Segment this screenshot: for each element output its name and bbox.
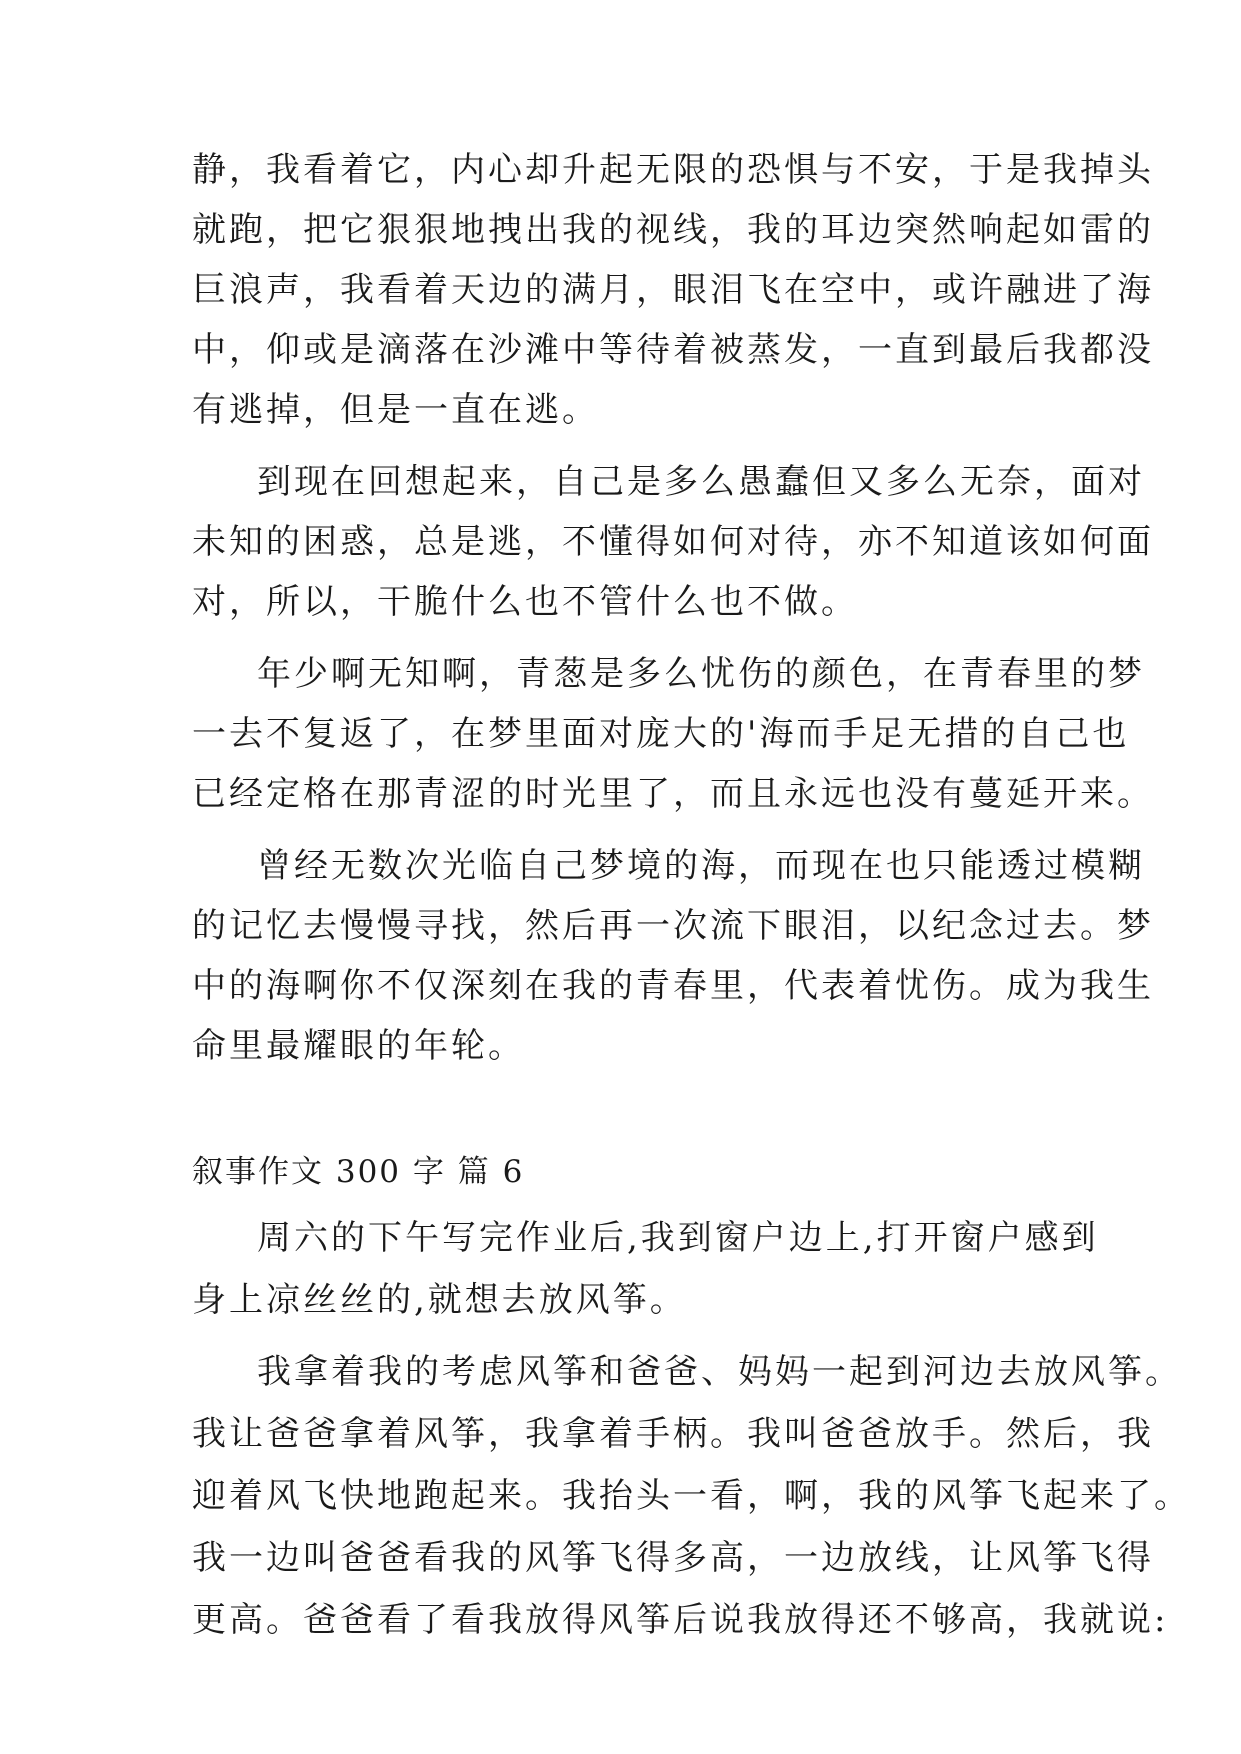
text-line: 我让爸爸拿着风筝，我拿着手柄。我叫爸爸放手。然后，我 [192,1414,1154,1454]
text-line: 迎着风飞快地跑起来。我抬头一看，啊，我的风筝飞起来了。 [192,1476,1191,1516]
text-line: 就跑，把它狠狠地拽出我的视线，我的耳边突然响起如雷的 [192,210,1154,250]
text-line: 身上凉丝丝的,就想去放风筝。 [192,1280,687,1320]
text-line: 一去不复返了，在梦里面对庞大的'海而手足无措的自己也 [192,714,1130,754]
text-line: 中的海啊你不仅深刻在我的青春里，代表着忧伤。成为我生 [192,966,1154,1006]
text-line: 我拿着我的考虑风筝和爸爸、妈妈一起到河边去放风筝。 [257,1352,1182,1392]
text-line: 的记忆去慢慢寻找，然后再一次流下眼泪，以纪念过去。梦 [192,906,1154,946]
text-line: 更高。爸爸看了看我放得风筝后说我放得还不够高，我就说: [192,1600,1169,1640]
text-line: 静，我看着它，内心却升起无限的恐惧与不安，于是我掉头 [192,150,1154,190]
text-line: 巨浪声，我看着天边的满月，眼泪飞在空中，或许融进了海 [192,270,1154,310]
text-line: 中，仰或是滴落在沙滩中等待着被蒸发，一直到最后我都没 [192,330,1154,370]
text-line: 命里最耀眼的年轮。 [192,1026,525,1066]
text-line: 周六的下午写完作业后,我到窗户边上,打开窗户感到 [257,1218,1099,1258]
text-line: 我一边叫爸爸看我的风筝飞得多高，一边放线，让风筝飞得 [192,1538,1154,1578]
text-line: 到现在回想起来，自己是多么愚蠢但又多么无奈，面对 [257,462,1145,502]
text-line: 未知的困惑，总是逃，不懂得如何对待，亦不知道该如何面 [192,522,1154,562]
text-line: 有逃掉，但是一直在逃。 [192,390,599,430]
text-line: 曾经无数次光临自己梦境的海，而现在也只能透过模糊 [257,846,1145,886]
text-line: 年少啊无知啊，青葱是多么忧伤的颜色，在青春里的梦 [257,654,1145,694]
section-heading: 叙事作文 300 字 篇 6 [192,1154,525,1190]
text-line: 对，所以，干脆什么也不管什么也不做。 [192,582,858,622]
text-line: 已经定格在那青涩的时光里了，而且永远也没有蔓延开来。 [192,774,1154,814]
